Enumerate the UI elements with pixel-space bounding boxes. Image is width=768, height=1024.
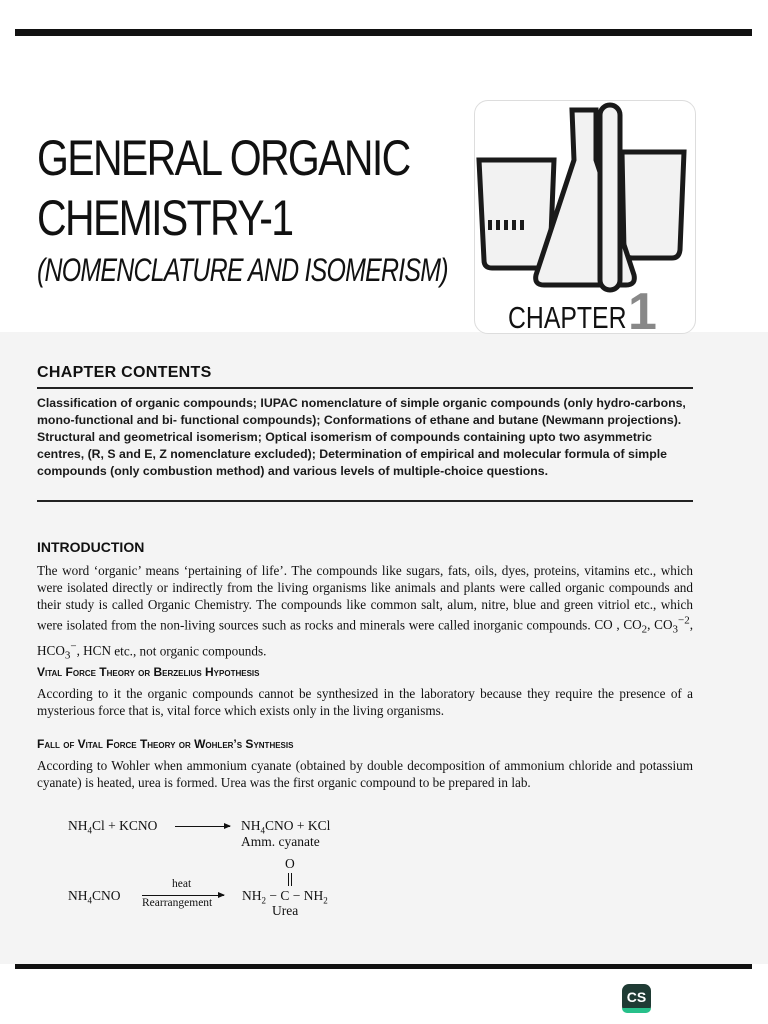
divider xyxy=(37,387,693,389)
page-title xyxy=(37,128,463,248)
reaction-arrow xyxy=(142,895,224,896)
introduction-tail: etc., not organic compounds. xyxy=(114,643,267,659)
introduction-text: The word ‘organic’ means ‘pertaining of life’. The compounds like sugars, fats, oils, dyes, proteins, vitamins etc., which were isolated directly or indirectly from the living organisms like animals and plants were called organic compounds and their study is called Organic Chemistry. The compounds like common salt, alum, nitre, blue and green vitriol etc., which were isolated from the non-living sources such as rocks and minerals were called inorganic compounds. xyxy=(37,563,693,633)
reaction-1-product-label: Amm. cyanate xyxy=(241,834,320,849)
vital-force-text: According to it the organic compounds cannot be synthesized in the laboratory because they require the presence of a mysterious force that is, vital force which exists only in the living organisms. xyxy=(37,686,693,718)
vital-force-heading: Vital Force Theory or Berzelius Hypothesis xyxy=(37,665,260,679)
top-rule xyxy=(15,29,752,36)
reaction-1-products: $NH_4CNO$ + KCl xyxy=(241,818,331,836)
reaction-2-condition-below: Rearrangement xyxy=(142,897,213,909)
chapter-number: 1 xyxy=(628,283,657,341)
wohler-text: According to Wohler when ammonium cyanate (obtained by double decomposition of ammonium chloride and potassium cyanate) is heated, urea is formed. Urea was the first organic compound to be prepared in lab. xyxy=(37,758,693,790)
chapter-label: CHAPTER xyxy=(508,300,627,335)
lab-glassware-icon xyxy=(474,100,694,310)
carbonyl-oxygen: O xyxy=(285,856,295,871)
introduction-paragraph xyxy=(37,562,693,665)
chapter-contents-heading: CHAPTER CONTENTS xyxy=(37,364,212,381)
camscanner-logo-icon: CS xyxy=(622,984,651,1013)
reaction-1-reactants: $NH_4Cl$ + KCNO xyxy=(68,818,158,836)
reaction-arrow xyxy=(175,826,230,827)
reaction-2-reactant: $NH_4CNO$ xyxy=(68,888,121,906)
bottom-rule xyxy=(15,964,752,969)
urea-label: Urea xyxy=(272,903,299,918)
wohler-heading: Fall of Vital Force Theory or Wohler’s Synthesis xyxy=(37,737,294,751)
introduction-heading: INTRODUCTION xyxy=(37,539,145,555)
urea-formula: $NH_2 - C - NH_2$ xyxy=(242,888,328,906)
inorganic-formulas: CO , $CO_2$, $CO_3^{-2}$, $HCO_3^-$, HCN xyxy=(37,615,694,663)
page-subtitle: (NOMENCLATURE AND ISOMERISM) xyxy=(37,252,448,288)
divider xyxy=(37,500,693,502)
double-bond xyxy=(288,873,292,886)
chapter-contents-text: Classification of organic compounds; IUPAC nomenclature of simple organic compounds (only hydro-carbons, mono-functional and bi- functional compounds); Conformations of ethane and butane (Newmann projections). Structural and geometrical isomerism; Optical isomerism of compounds containing upto two asymmetric centres, (R, S and E, Z nomenclature excluded); Determination of empirical and molecular formula of simple compounds (only combustion method) and various levels of multiple-choice questions. xyxy=(37,396,686,478)
title-line-1: GENERAL ORGANIC xyxy=(37,130,410,186)
reaction-2-condition: heat xyxy=(172,878,192,890)
title-line-2: CHEMISTRY-1 xyxy=(37,190,293,246)
